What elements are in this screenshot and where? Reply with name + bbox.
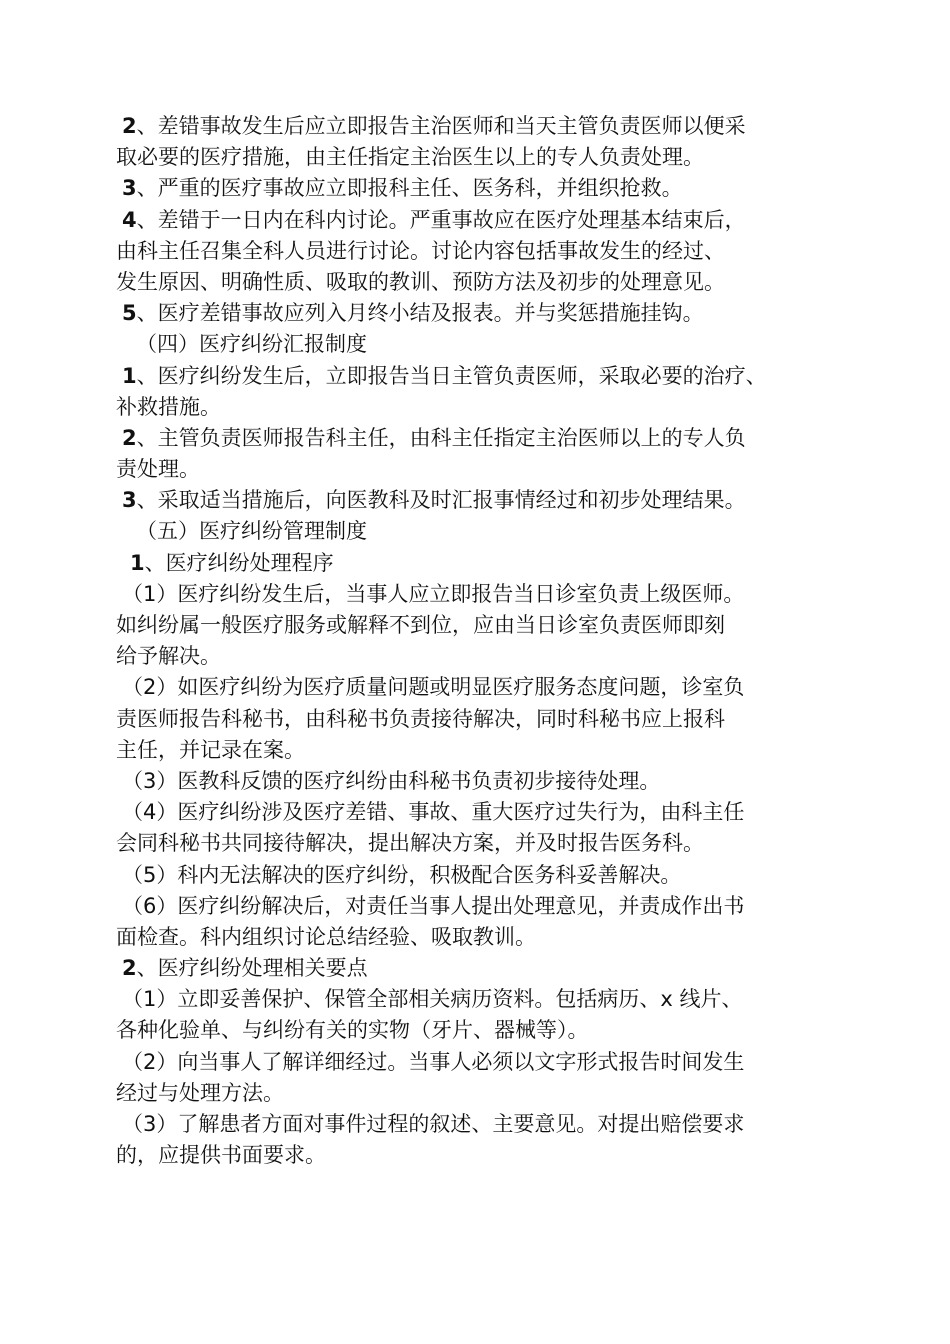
line-text: （2）向当事人了解详细经过。当事人必须以文字形式报告时间发生 (122, 1049, 745, 1074)
text-line (116, 361, 856, 392)
text-line (116, 860, 856, 891)
item-number: 2 (122, 425, 137, 450)
line-text: （1）医疗纠纷发生后，当事人应立即报告当日诊室负责上级医师。 (122, 581, 745, 606)
text-line (116, 205, 856, 236)
text-line (116, 984, 856, 1015)
text-line (116, 298, 856, 329)
text-line (116, 1047, 856, 1078)
text-line (116, 485, 856, 516)
text-line (116, 797, 856, 828)
text-line (116, 516, 856, 547)
text-line (116, 891, 856, 922)
text-line (116, 672, 856, 703)
line-text: （五）医疗纠纷管理制度 (136, 519, 367, 544)
line-text: 、差错事故发生后应立即报告主治医师和当天主管负责医师以便采 (136, 114, 746, 138)
line-text: （4）医疗纠纷涉及医疗差错、事故、重大医疗过失行为，由科主任 (122, 800, 745, 825)
line-text: 、医疗纠纷发生后，立即报告当日主管负责医师，采取必要的治疗、 (136, 363, 767, 388)
text-line (116, 267, 856, 298)
text-line (116, 641, 856, 672)
text-line (116, 953, 856, 984)
line-text: 、医疗纠纷处理程序 (144, 550, 334, 575)
text-line (116, 735, 856, 766)
line-text: 经过与处理方法。 (116, 1080, 284, 1105)
item-number: 3 (122, 176, 137, 201)
text-line (116, 704, 856, 735)
line-text: （四）医疗纠纷汇报制度 (136, 332, 367, 357)
line-text: 、医疗纠纷处理相关要点 (136, 956, 368, 981)
text-line (116, 1015, 856, 1046)
line-text: （3）了解患者方面对事件过程的叙述、主要意见。对提出赔偿要求 (122, 1112, 745, 1136)
item-number: 5 (122, 301, 137, 326)
document-body (116, 111, 856, 1171)
text-line (116, 1109, 856, 1140)
text-line (116, 922, 856, 953)
text-line (116, 454, 856, 485)
item-number: 2 (122, 956, 137, 981)
line-text: （6）医疗纠纷解决后，对责任当事人提出处理意见，并责成作出书 (122, 893, 745, 918)
line-text: 补救措施。 (116, 394, 221, 419)
line-text: 发生原因、明确性质、吸取的教训、预防方法及初步的处理意见。 (116, 269, 725, 294)
line-text: 面检查。科内组织讨论总结经验、吸取教训。 (116, 924, 536, 949)
text-line (116, 610, 856, 641)
item-number: 4 (122, 207, 137, 232)
line-text: 、差错于一日内在科内讨论。严重事故应在医疗处理基本结束后， (136, 207, 746, 232)
line-text: 会同科秘书共同接待解决，提出解决方案，并及时报告医务科。 (116, 831, 704, 856)
line-text: 、医疗差错事故应列入月终小结及报表。并与奖惩措施挂钩。 (136, 301, 704, 326)
item-number: 3 (122, 488, 137, 513)
line-text: 由科主任召集全科人员进行讨论。讨论内容包括事故发生的经过、 (116, 238, 725, 263)
line-text: 、采取适当措施后，向医教科及时汇报事情经过和初步处理结果。 (136, 488, 746, 513)
text-line (116, 548, 856, 579)
line-text: （5）科内无法解决的医疗纠纷，积极配合医务科妥善解决。 (122, 862, 682, 887)
item-number: 1 (130, 550, 145, 575)
line-text: 责医师报告科秘书，由科秘书负责接待解决，同时科秘书应上报科 (116, 706, 725, 731)
line-text: 的，应提供书面要求。 (116, 1143, 326, 1168)
line-text: 各种化验单、与纠纷有关的实物（牙片、器械等）。 (116, 1018, 589, 1043)
text-line (116, 111, 856, 142)
line-text: 、主管负责医师报告科主任，由科主任指定主治医师以上的专人负 (136, 425, 746, 450)
item-number: 2 (122, 114, 137, 138)
text-line (116, 236, 856, 267)
text-line (116, 173, 856, 204)
line-text: 主任，并记录在案。 (116, 737, 305, 762)
line-text: （3）医教科反馈的医疗纠纷由科秘书负责初步接待处理。 (122, 768, 661, 793)
line-text: 责处理。 (116, 457, 200, 482)
text-line (116, 142, 856, 173)
line-text: （1）立即妥善保护、保管全部相关病历资料。包括病历、x 线片、 (122, 987, 743, 1012)
text-line (116, 828, 856, 859)
text-line (116, 423, 856, 454)
line-text: 如纠纷属一般医疗服务或解释不到位，应由当日诊室负责医师即刻 (116, 613, 725, 637)
text-line (116, 392, 856, 423)
item-number: 1 (122, 363, 137, 388)
text-line (116, 579, 856, 610)
text-line (116, 1078, 856, 1109)
text-line (116, 1140, 856, 1171)
line-text: 给予解决。 (116, 644, 221, 669)
line-text: 、严重的医疗事故应立即报科主任、医务科，并组织抢救。 (136, 176, 683, 201)
line-text: （2）如医疗纠纷为医疗质量问题或明显医疗服务态度问题，诊室负 (122, 675, 745, 700)
text-line (116, 766, 856, 797)
line-text: 取必要的医疗措施，由主任指定主治医生以上的专人负责处理。 (116, 145, 704, 170)
text-line (116, 329, 856, 360)
